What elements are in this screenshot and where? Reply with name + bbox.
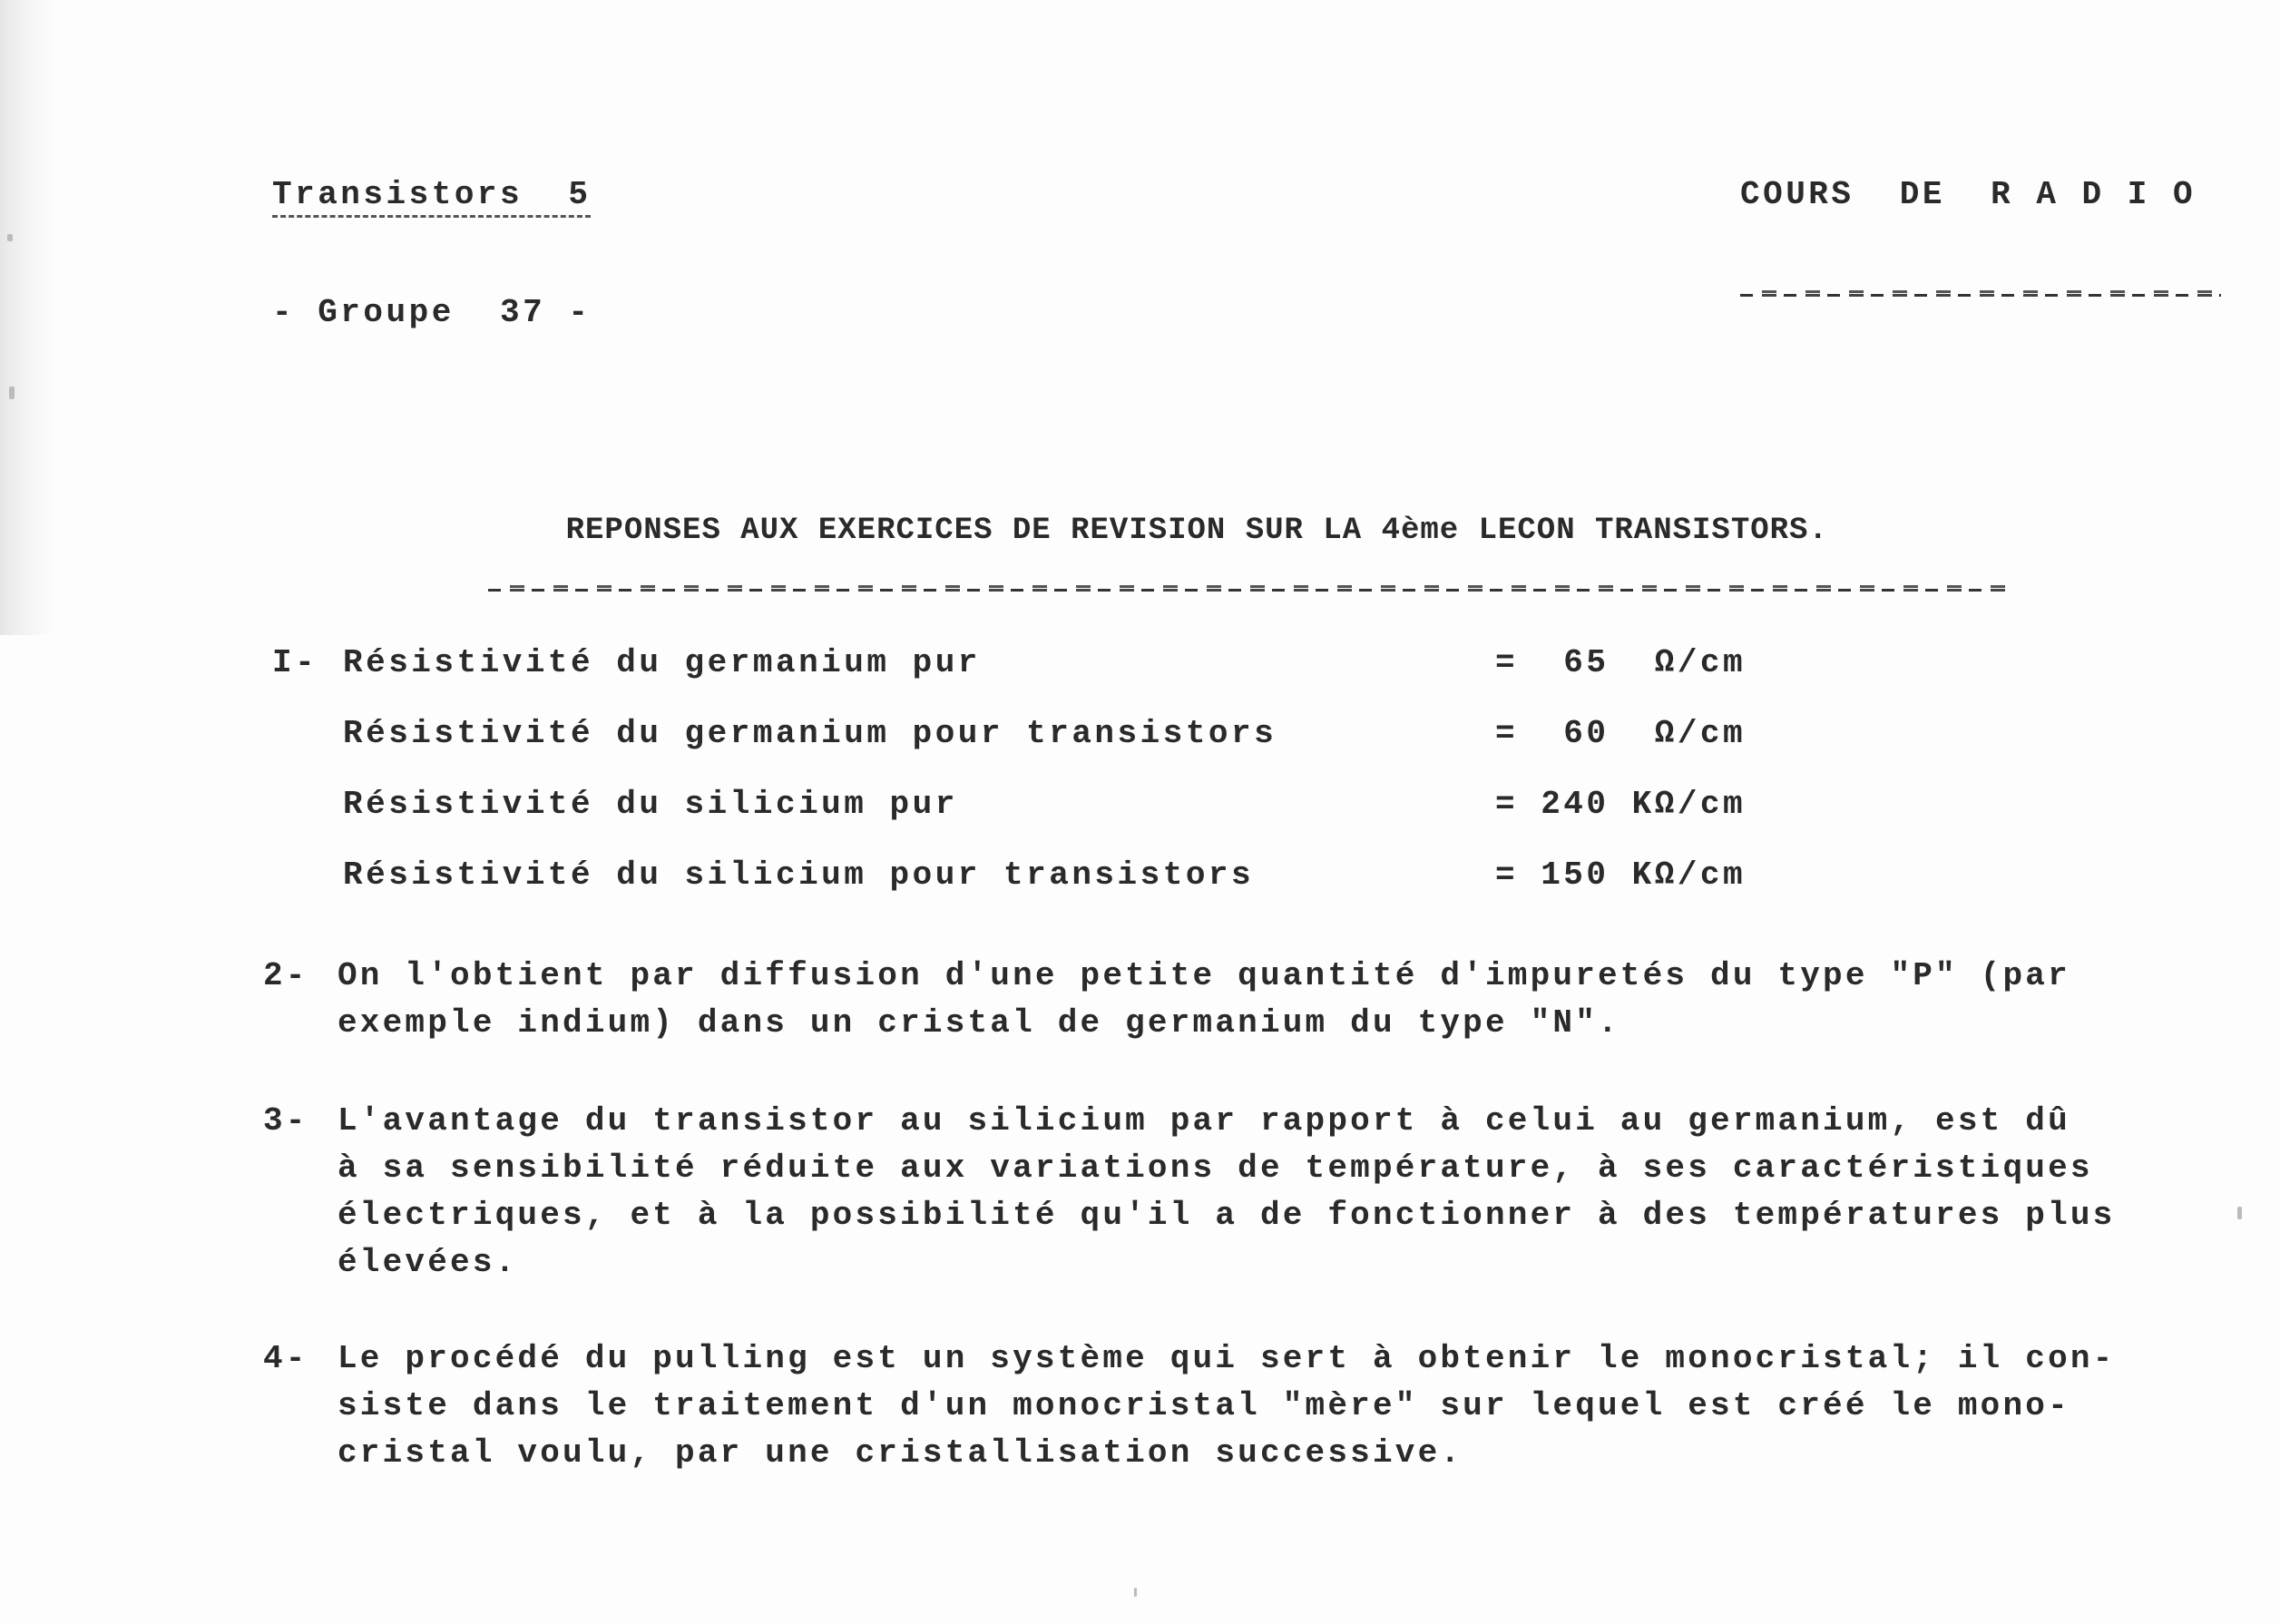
course-title: COURS DE R A D I O [1740, 176, 2197, 213]
answer-3-number: 3- [263, 1102, 308, 1140]
answer-4-line: Le procédé du pulling est un système qui sert à obtenir le monocristal; il con- [338, 1340, 2116, 1377]
header-right [1740, 102, 2221, 373]
answer-3-line: élevées. [338, 1244, 518, 1281]
page-title [488, 479, 2012, 662]
answer-4-line: siste dans le traitement d'un monocristal "mère" sur lequel est créé le mono- [338, 1387, 2070, 1424]
answer-2-line: On l'obtient par diffusion d'une petite quantité d'impuretés du type "P" (par [338, 957, 2070, 994]
answer-4 [263, 1335, 2115, 1477]
resistivity-label: Résistivité du germanium pur [343, 644, 981, 681]
answer-2-line: exemple indium) dans un cristal de germanium du type "N". [338, 1004, 1620, 1042]
title-underline [488, 584, 2012, 593]
answer-4-number: 4- [263, 1340, 308, 1377]
answer-2-number: 2- [263, 957, 308, 994]
answer-2 [263, 953, 2070, 1047]
answer-3-line: électriques, et à la possibilité qu'il a de fonctionner à des températures plus [338, 1197, 2116, 1234]
scan-speck [7, 234, 13, 241]
resistivity-value: = 65 Ω/cm [1495, 644, 1747, 681]
resistivity-value: = 150 KΩ/cm [1495, 856, 1747, 894]
answer-3 [263, 1098, 2115, 1286]
scan-speck [9, 386, 15, 399]
answer-3-line: à sa sensibilité réduite aux variations de température, à ses caractéristiques [338, 1150, 2093, 1187]
answer-4-line: cristal voulu, par une cristallisation successive. [338, 1434, 1463, 1472]
title-text: REPONSES AUX EXERCICES DE REVISION SUR LA 4ème LECON TRANSISTORS. [565, 514, 1828, 548]
resistivity-label: Résistivité du germanium pour transistors [343, 715, 1277, 752]
scan-shadow [0, 0, 54, 635]
scan-speck [1134, 1588, 1137, 1597]
resistivity-label: Résistivité du silicium pour transistors [343, 856, 1255, 894]
answer-1-number: I- [272, 644, 318, 681]
resistivity-value: = 60 Ω/cm [1495, 715, 1747, 752]
group-label: - Groupe 37 - [272, 294, 592, 331]
resistivity-value: = 240 KΩ/cm [1495, 786, 1747, 823]
lesson-label: Transistors 5 [272, 176, 591, 218]
answer-3-line: L'avantage du transistor au silicium par rapport à celui au germanium, est dû [338, 1102, 2070, 1140]
header-left [272, 102, 591, 406]
course-title-underline [1740, 289, 2221, 298]
scan-speck [2237, 1207, 2242, 1219]
resistivity-label: Résistivité du silicium pur [343, 786, 958, 823]
